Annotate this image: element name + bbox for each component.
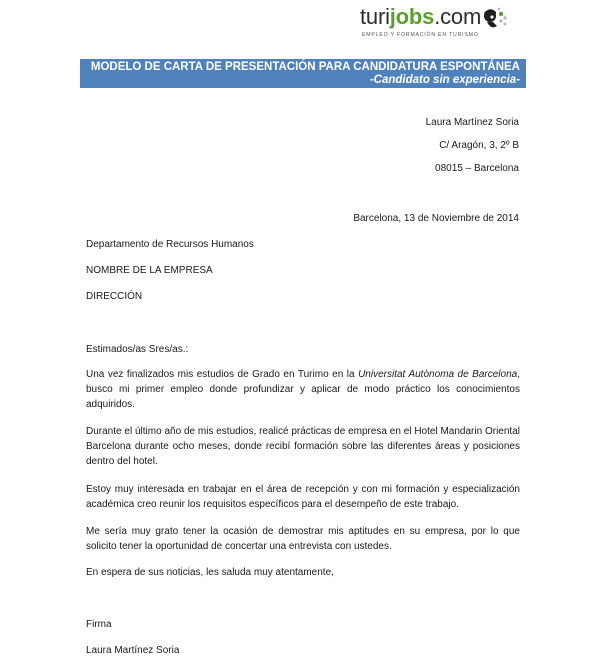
paragraph-4: Me sería muy grato tener la ocasión de demostrar mis aptitudes en su empresa, por lo que solicito tener la oportunidad de concertar una entrevista con ustedes. (86, 526, 520, 552)
paragraph-2: Durante el último año de mis estudios, realicé prácticas de empresa en el Hotel Mandarin Oriental Barcelona durante ocho meses, donde recibí formación sobre las diferentes áreas y posiciones dentro del hotel. (86, 426, 520, 467)
logo-wordmark (360, 4, 481, 30)
logo-tagline: EMPLEO Y FORMACIÓN EN TURISMO (362, 32, 479, 38)
greeting: Estimados/as Sres/as.: (86, 344, 189, 355)
logo-part-com: .com (434, 4, 482, 29)
paragraph-3: Estoy muy interesada en trabajar en el área de recepción y con mi formación y especialización académica creo reunir los requisitos específicos para el desempeño de este trabajo. (86, 484, 520, 510)
paragraph-1-end: , busco mi primer empleo donde profundizar y aplicar de modo práctico los conocimientos adquiridos. (86, 369, 520, 410)
logo-mascot-icon (481, 6, 509, 32)
banner-title: MODELO DE CARTA DE PRESENTACIÓN PARA CANDIDATURA ESPONTÁNEA (90, 61, 520, 73)
title-banner (80, 59, 526, 88)
recipient-department: Departamento de Recursos Humanos (86, 239, 254, 250)
university-name: Universitat Autònoma de Barcelona (358, 369, 518, 380)
logo-part-turi: turi (360, 4, 390, 29)
letter-date: Barcelona, 13 de Noviembre de 2014 (353, 213, 519, 224)
sender-name: Laura Martínez Soria (425, 117, 519, 128)
turijobs-logo (360, 4, 510, 46)
recipient-address: DIRECCIÓN (86, 291, 143, 302)
sender-city: 08015 – Barcelona (435, 163, 519, 174)
sender-address: C/ Aragón, 3, 2º B (439, 140, 519, 151)
logo-part-jobs: jobs (389, 4, 435, 29)
closing: En espera de sus noticias, les saluda muy atentamente, (86, 567, 334, 578)
recipient-company: NOMBRE DE LA EMPRESA (86, 265, 213, 276)
paragraph-1-start: Una vez finalizados mis estudios de Grado en Turimo en la (86, 369, 359, 380)
paragraph-1 (86, 367, 520, 412)
signature-label: Firma (86, 619, 112, 630)
signature-name: Laura Martínez Soria (86, 645, 180, 656)
banner-subtitle: -Candidato sin experiencia- (369, 74, 520, 86)
